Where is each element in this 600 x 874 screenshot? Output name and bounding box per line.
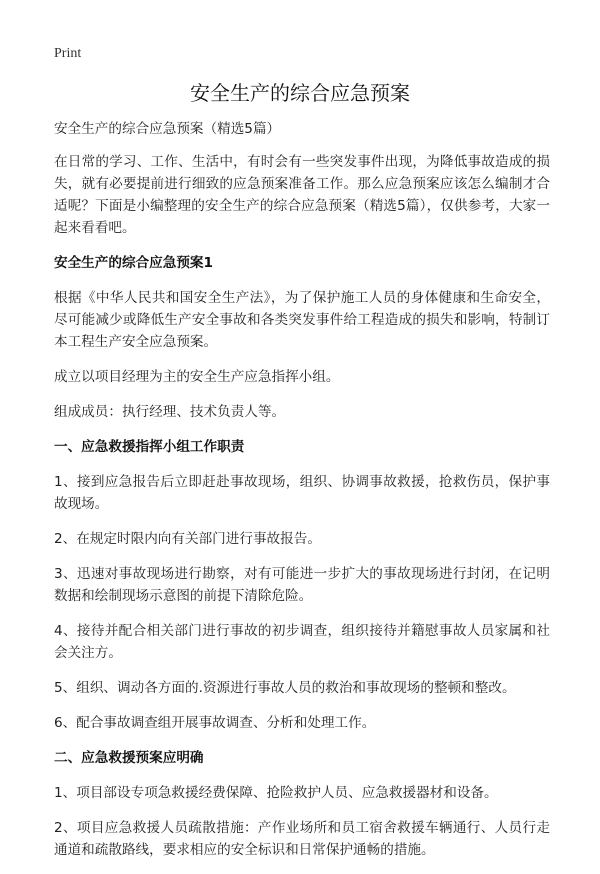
section-heading: 安全生产的综合应急预案1: [54, 255, 213, 271]
list-item: 5、组织、调动各方面的.资源进行事故人员的救治和事故现场的整顿和整改。: [54, 680, 516, 696]
document-subtitle: 安全生产的综合应急预案（精选5篇）: [54, 121, 281, 137]
paragraph: 成立以项目经理为主的安全生产应急指挥小组。: [54, 369, 340, 385]
list-item: 1、接到应急报告后立即赶赴事故现场，组织、协调事故救援，抢救伤员，保护事故现场。: [54, 474, 550, 512]
document-title: 安全生产的综合应急预案: [190, 81, 410, 105]
duties-heading: 一、应急救援指挥小组工作职责: [54, 439, 245, 455]
list-item: 4、接待并配合相关部门进行事故的初步调查，组织接待并籍慰事故人员家属和社会关注方。: [54, 623, 550, 661]
list-item: 2、项目应急救援人员疏散措施：产作业场所和员工宿舍救援车辆通行、人员行走通道和疏散路线，要求相应的安全标识和日常保护通畅的措施。: [54, 820, 550, 858]
list-item: 1、项目部设专项急救援经费保障、抢险救护人员、应急救援器材和设备。: [54, 785, 498, 801]
paragraph: 组成成员：执行经理、技术负责人等。: [54, 404, 286, 420]
plan-heading: 二、应急救援预案应明确: [54, 750, 204, 766]
print-link[interactable]: Print: [54, 46, 82, 61]
list-item: 3、迅速对事故现场进行勘察，对有可能进一步扩大的事故现场进行封闭，在记明数据和绘制现场示意图的前提下清除危险。: [54, 566, 550, 604]
intro-paragraph: 在日常的学习、工作、生活中，有时会有一些突发事件出现，为降低事故造成的损失，就有必要提前进行细致的应急预案准备工作。那么应急预案应该怎么编制才合适呢？下面是小编整理的安全生产的综合应急预案（精选5篇），仅供参考，大家一起来看看吧。: [54, 154, 550, 236]
document-body: [54, 118, 550, 874]
list-item: 6、配合事故调查组开展事故调查、分析和处理工作。: [54, 715, 376, 731]
list-item: 2、在规定时限内向有关部门进行事故报告。: [54, 531, 321, 547]
paragraph: 根据《中华人民共和国安全生产法》，为了保护施工人员的身体健康和生命安全，尽可能减少或降低生产安全事故和各类突发事件给工程造成的损失和影响，特制订本工程生产安全应急预案。: [54, 290, 550, 350]
